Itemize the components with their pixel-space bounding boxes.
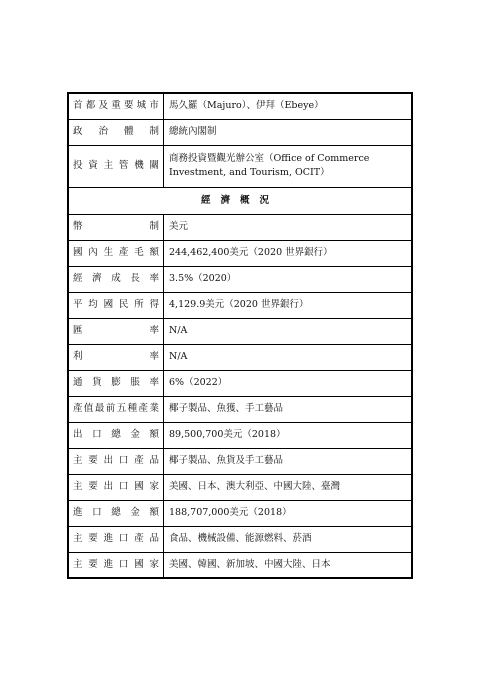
table-row <box>68 266 412 292</box>
table-row <box>68 145 412 187</box>
row-label-text: 幣 制 <box>73 221 159 232</box>
row-label <box>68 500 164 526</box>
row-label-text: 經 濟 成 長 率 <box>73 273 159 284</box>
table-row <box>68 119 412 145</box>
table-row <box>68 370 412 396</box>
row-label-text: 國 內 生 產 毛 額 <box>73 247 159 258</box>
row-value: 椰子製品、魚獲、手工藝品 <box>164 396 413 422</box>
row-value: 6%（2022） <box>164 370 413 396</box>
row-label <box>68 214 164 240</box>
table-row <box>68 318 412 344</box>
row-label <box>68 145 164 187</box>
row-value: 188,707,000美元（2018） <box>164 500 413 526</box>
row-value: 椰子製品、魚貨及手工藝品 <box>164 448 413 474</box>
row-label-text: 產 值 最 前 五 種 產 業 <box>73 403 159 414</box>
row-label <box>68 370 164 396</box>
row-label <box>68 119 164 145</box>
table-row <box>68 214 412 240</box>
row-label-text: 出 口 總 金 額 <box>73 429 159 440</box>
row-value: 商務投資暨觀光辦公室（Office of Commerce Investment, and Tourism, OCIT） <box>164 145 413 187</box>
row-label-text: 通 貨 膨 脹 率 <box>73 377 159 388</box>
row-label <box>68 474 164 500</box>
row-value: 美元 <box>164 214 413 240</box>
country-profile-table <box>67 92 413 579</box>
table-row <box>68 292 412 318</box>
row-label <box>68 266 164 292</box>
row-value: 美國、韓國、新加坡、中國大陸、日本 <box>164 552 413 578</box>
row-label-text: 利 率 <box>73 351 159 362</box>
row-label <box>68 552 164 578</box>
section-heading: 經濟概況 <box>68 187 412 214</box>
row-label <box>68 344 164 370</box>
row-label-text: 主 要 出 口 國 家 <box>73 481 159 492</box>
table-row <box>68 474 412 500</box>
table-row <box>68 500 412 526</box>
row-label <box>68 396 164 422</box>
row-value: 總統內閣制 <box>164 119 413 145</box>
row-label-text: 投 資 主 管 機 關 <box>73 160 159 171</box>
row-label-text: 平 均 國 民 所 得 <box>73 299 159 310</box>
table-row <box>68 422 412 448</box>
row-value: 食品、機械設備、能源燃料、菸酒 <box>164 526 413 552</box>
row-value: 89,500,700美元（2018） <box>164 422 413 448</box>
row-label-text: 政 治 體 制 <box>73 126 159 137</box>
row-value: 244,462,400美元（2020 世界銀行） <box>164 240 413 266</box>
row-label-text: 主 要 進 口 產 品 <box>73 533 159 544</box>
table-body <box>68 93 412 578</box>
section-heading-row <box>68 187 412 214</box>
table-row <box>68 448 412 474</box>
row-value: 3.5%（2020） <box>164 266 413 292</box>
row-label <box>68 422 164 448</box>
table-row <box>68 396 412 422</box>
row-label-text: 首 都 及 重 要 城 市 <box>73 100 159 112</box>
row-label-text: 匯 率 <box>73 325 159 336</box>
row-value: 馬久羅（Majuro）、伊拜（Ebeye） <box>164 93 413 119</box>
row-label <box>68 240 164 266</box>
row-label-text: 主 要 進 口 國 家 <box>73 558 159 570</box>
row-label <box>68 93 164 119</box>
table-row <box>68 552 412 578</box>
table-row <box>68 526 412 552</box>
row-label <box>68 292 164 318</box>
row-label-text: 主 要 出 口 產 品 <box>73 455 159 466</box>
row-value: N/A <box>164 344 413 370</box>
table-row <box>68 93 412 119</box>
table-row <box>68 240 412 266</box>
row-value: N/A <box>164 318 413 344</box>
row-value: 4,129.9美元（2020 世界銀行） <box>164 292 413 318</box>
table-row <box>68 344 412 370</box>
row-value: 美國、日本、澳大利亞、中國大陸、臺灣 <box>164 474 413 500</box>
row-label-text: 進 口 總 金 額 <box>73 507 159 518</box>
row-label <box>68 526 164 552</box>
row-label <box>68 448 164 474</box>
row-label <box>68 318 164 344</box>
